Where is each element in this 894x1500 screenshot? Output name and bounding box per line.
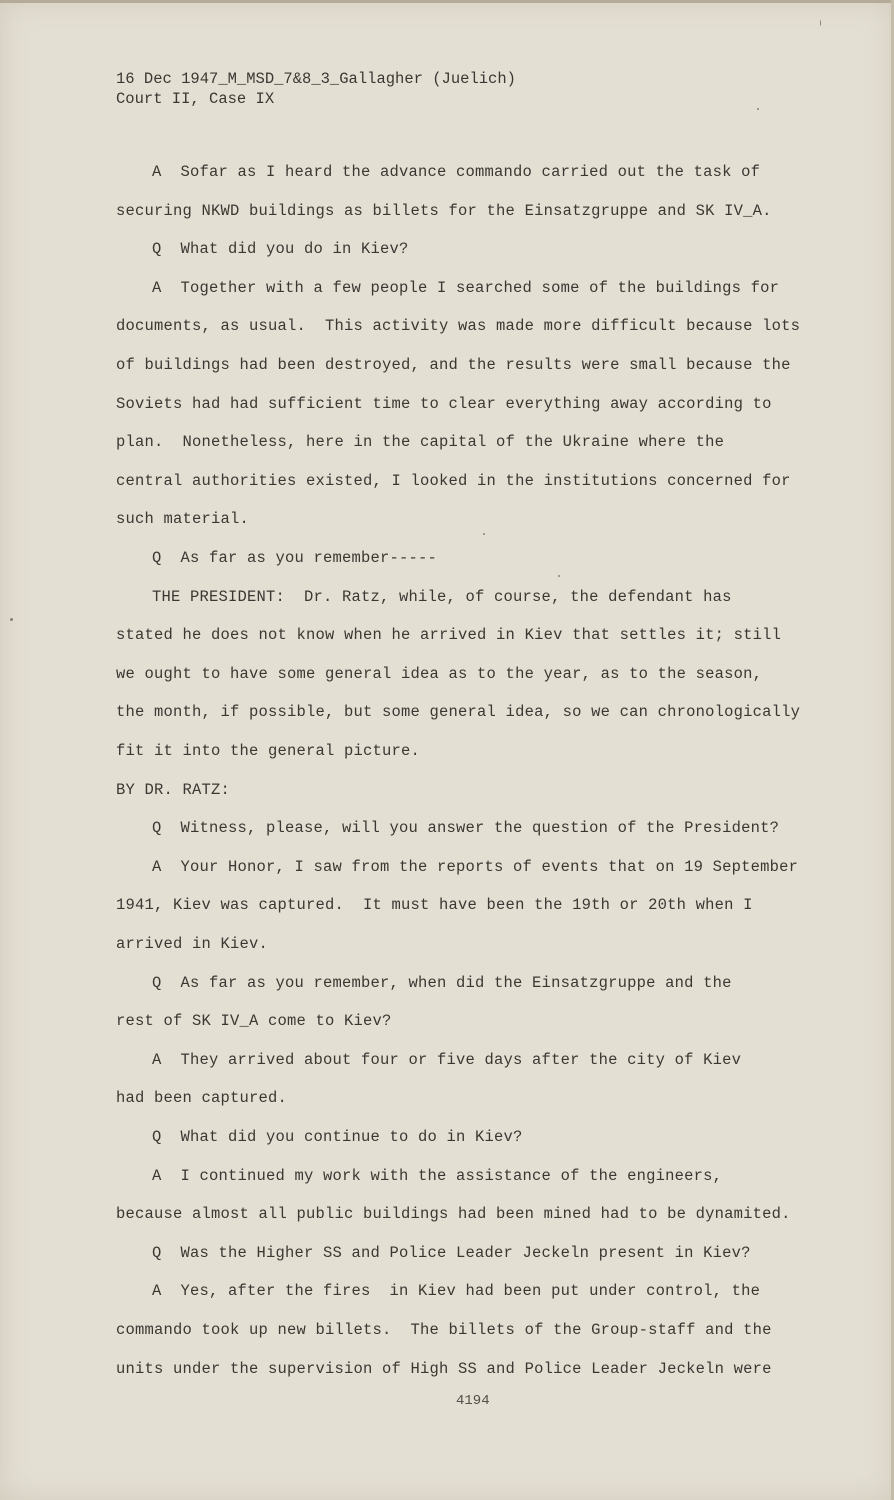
transcript-line: Q Witness, please, will you answer the question of the President? bbox=[152, 819, 780, 838]
transcript-line: Q As far as you remember----- bbox=[152, 549, 438, 567]
transcript-line: Q Was the Higher SS and Police Leader Jeckeln present in Kiev? bbox=[152, 1243, 751, 1262]
transcript-line: such material. bbox=[116, 510, 250, 529]
transcript-line: plan. Nonetheless, here in the capital of the Ukraine where the bbox=[116, 433, 725, 452]
paper-speck bbox=[820, 20, 821, 26]
transcript-line: BY DR. RATZ: bbox=[116, 780, 231, 799]
transcript-line: fit it into the general picture. bbox=[116, 742, 421, 760]
transcript-line: Q As far as you remember, when did the Einsatzgruppe and the bbox=[152, 973, 732, 992]
transcript-line: because almost all public buildings had been mined had to be dynamited. bbox=[116, 1205, 791, 1224]
transcript-line: Q What did you do in Kiev? bbox=[152, 240, 409, 259]
transcript-line: had been captured. bbox=[116, 1089, 288, 1108]
transcript-line: A I continued my work with the assistance of the engineers, bbox=[152, 1166, 723, 1185]
transcript-line: arrived in Kiev. bbox=[116, 935, 269, 953]
paper-speck bbox=[10, 618, 13, 621]
page-number: 4194 bbox=[456, 1393, 490, 1409]
paper-speck bbox=[483, 533, 485, 535]
header-court-case: Court II, Case IX bbox=[116, 90, 275, 108]
transcript-line: the month, if possible, but some general idea, so we can chronologically bbox=[116, 703, 801, 722]
paper-speck bbox=[757, 108, 759, 110]
paper-speck bbox=[558, 575, 560, 577]
transcript-line: A Yes, after the fires in Kiev had been put under control, the bbox=[152, 1282, 761, 1301]
transcript-line: A They arrived about four or five days after the city of Kiev bbox=[152, 1050, 742, 1069]
transcript-line: 1941, Kiev was captured. It must have been the 19th or 20th when I bbox=[116, 896, 753, 915]
transcript-line: stated he does not know when he arrived in Kiev that settles it; still bbox=[116, 626, 782, 645]
transcript-line: securing NKWD buildings as billets for the Einsatzgruppe and SK IV_A. bbox=[116, 201, 772, 220]
transcript-line: A Your Honor, I saw from the reports of events that on 19 September bbox=[152, 857, 799, 876]
transcript-line: documents, as usual. This activity was made more difficult because lots bbox=[116, 317, 801, 336]
transcript-line: Soviets had had sufficient time to clear everything away according to bbox=[116, 394, 772, 413]
transcript-line: commando took up new billets. The billets of the Group-staff and the bbox=[116, 1321, 772, 1339]
header-case-reference: 16 Dec 1947_M_MSD_7&8_3_Gallagher (Juelich) bbox=[116, 70, 516, 88]
transcript-line: THE PRESIDENT: Dr. Ratz, while, of course, the defendant has bbox=[152, 587, 732, 606]
transcript-line: central authorities existed, I looked in the institutions concerned for bbox=[116, 471, 791, 490]
transcript-line: rest of SK IV_A come to Kiev? bbox=[116, 1012, 392, 1031]
transcript-line: of buildings had been destroyed, and the results were small because the bbox=[116, 356, 791, 374]
transcript-line: A Sofar as I heard the advance commando carried out the task of bbox=[152, 163, 761, 181]
transcript-line: units under the supervision of High SS and Police Leader Jeckeln were bbox=[116, 1359, 772, 1378]
transcript-line: Q What did you continue to do in Kiev? bbox=[152, 1128, 523, 1146]
transcript-line: A Together with a few people I searched some of the buildings for bbox=[152, 278, 780, 297]
transcript-line: we ought to have some general idea as to the year, as to the season, bbox=[116, 664, 763, 683]
